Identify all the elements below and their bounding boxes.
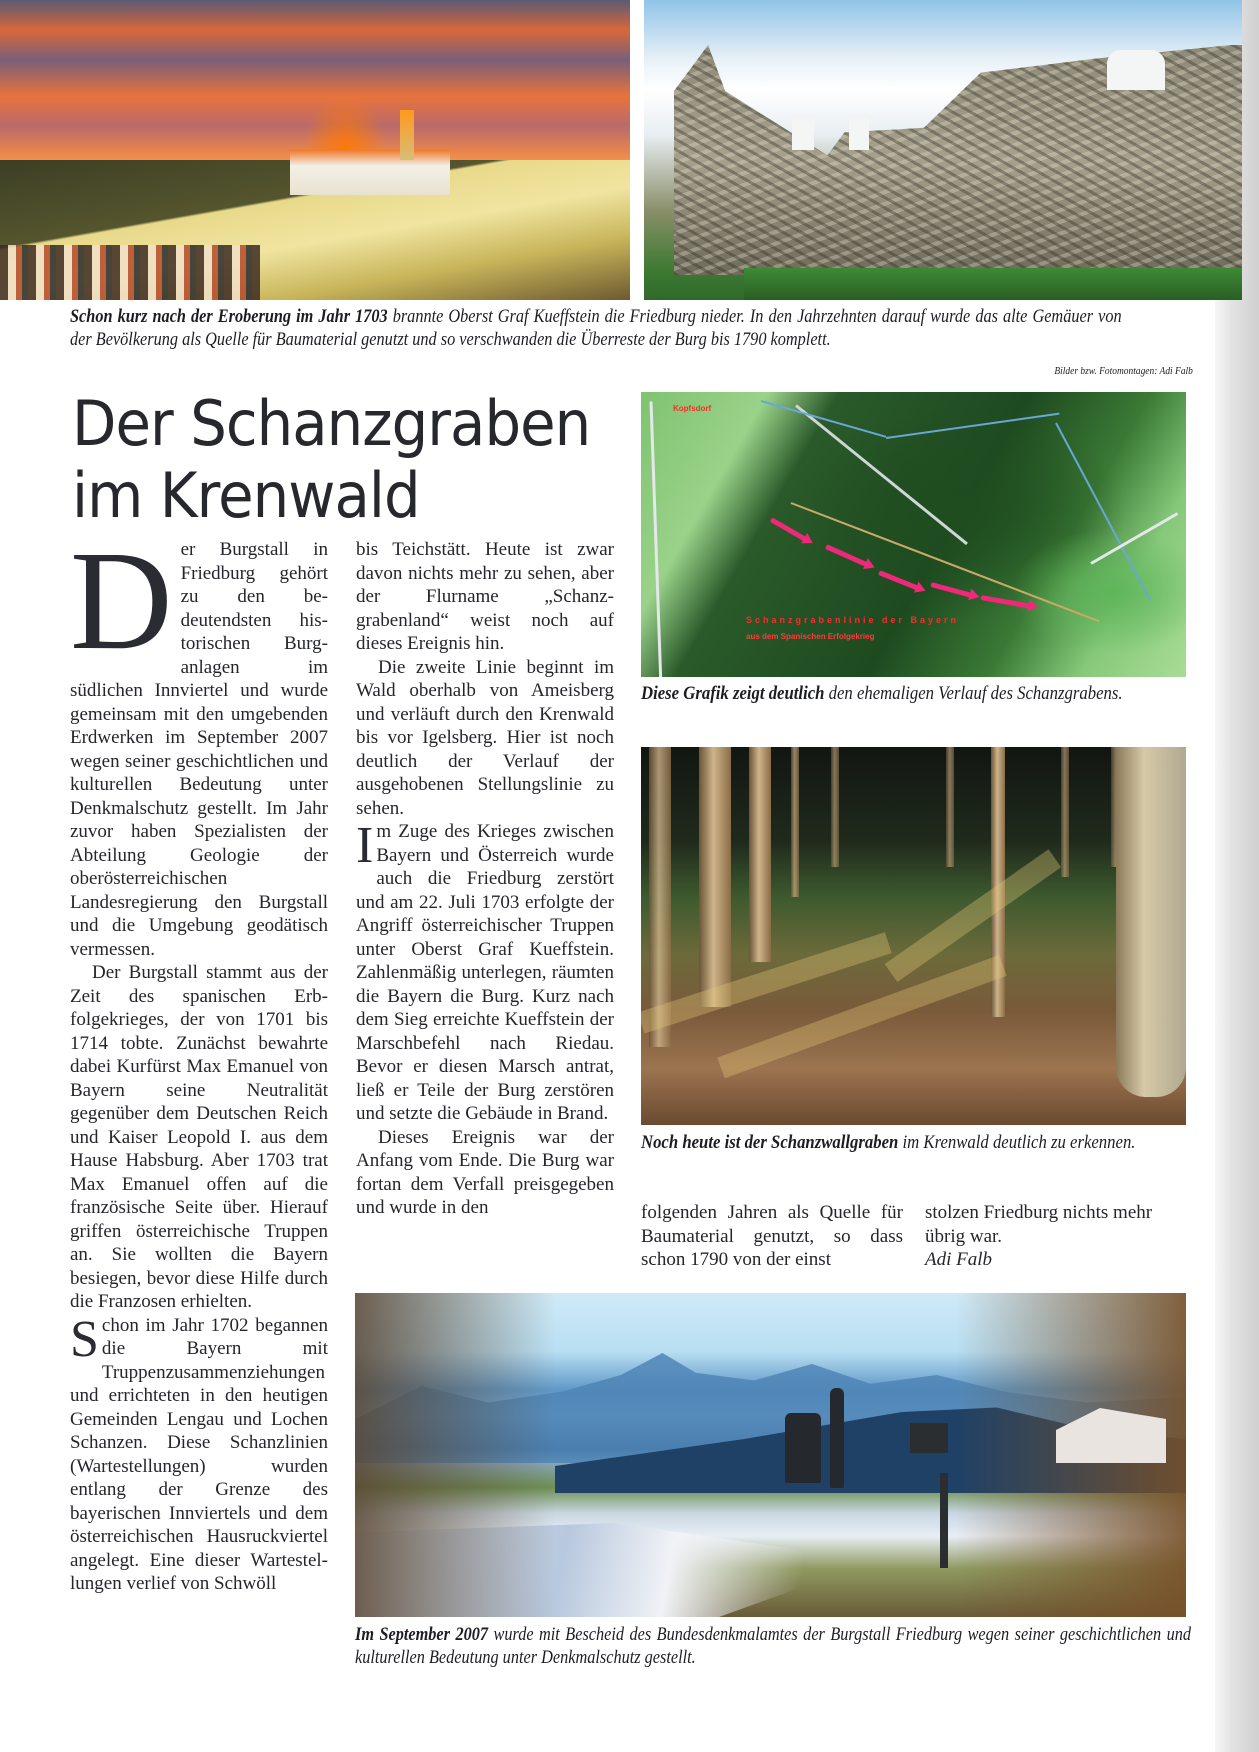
ruin-window [792,118,814,150]
sign-post [940,1473,948,1568]
map-line-label: Schanzgrabenlinie der Bayern [746,615,960,625]
burgstall-panorama-photo [355,1293,1186,1617]
schanzgraben-map [641,392,1186,677]
memorial-stone [785,1413,821,1483]
painting-castle-on-fire [290,150,450,195]
sunlight-streak [885,849,1061,982]
map-stream [791,502,1100,622]
headline-line-2: im Krenwald [72,459,420,532]
paragraph-text: m Zuge des Krieges zwischen Bayern und Österreich wurde auch die Friedburg zerstört und am 22. Juli 1703 erfolgte der Angriff österreichischer Truppen unter Oberst Graf Kueffstein. Zahlenmäßig unterlegen, räumten die Bayern die Burg. Kurz nach dem Sieg erreichte Kueffstein der Marschbefehl nach Riedau. Bevor er diesen Marsch antrat, ließ er Teile der Burg zerstören und setzte die Gebäude in Brand. [356,821,614,1124]
ruin-window [849,118,869,150]
paragraph: Dieses Ereignis war der Anfang vom Ende. Die Burg war fortan dem Verfall preisgegeben und wurde in den [356,1126,614,1218]
map-arrow-icon [825,544,868,567]
paragraph: Der Burgstall stammt aus der Zeit des spanischen Erbfolgekrieges, der von 1701 bis 1714 tobte. Zunächst bewahrte dabei Kurfürst Max Emanuel von Bayern seine Neutralität gegenüber dem Deutschen Reich und Kaiser Leopold I. aus dem Hause Habsburg. Aber 1703 trat Max Emanuel offen auf die französische Seite über. Hierauf griffen österreichische Truppen an. Sie wollten die Bayern besiegen, bevor diese Hilfe durch die Franzosen erhielten. [70,962,328,1312]
paragraph: stolzen Friedburg nichts mehr übrig war. [925,1202,1153,1247]
tree-trunk [749,747,771,962]
ruin-window [1107,50,1165,90]
paragraph [70,521,328,961]
photo-credit: Bilder bzw. Fotomontagen: Adi Falb [1054,366,1193,377]
headline-line-1: Der Schanzgraben [72,387,591,460]
map-stream [761,400,887,438]
map-place-label: Kopfsdorf [673,404,712,413]
paragraph [70,1310,328,1596]
paragraph-text: er Burgstall in Friedburg gehört zu den bedeutendsten historischen Burganlagen im südlichen Innviertel und wurde gemeinsam mit den umgebenden Erdwerken im September 2007 wegen seiner geschichtlichen und kulturellen Bedeutung unter Denkmalschutz gestellt. Im Jahr zuvor haben Spezialisten der Abteilung Geologie der oberösterreichischen Landesregierung den Burgstall und die Umgebung geodätisch vermessen. [70,539,328,960]
map-stream [1055,423,1151,601]
top-photo-caption [70,306,1122,352]
forest-caption-bold: Noch heute ist der Schanzwallgraben [641,1132,899,1153]
paragraph: Die zweite Linie beginnt im Wald oberhalb von Ameisberg und verläuft durch den Krenwald bis vor Igelsberg. Hier ist noch deutlich der Verlauf der ausgehobenen Stellungslinie zu sehen. [356,656,614,819]
map-caption-bold: Diese Grafik zeigt deutlich [641,683,825,704]
map-road [1090,512,1178,565]
paragraph: bis Teichstätt. Heute ist zwar davon nichts mehr zu sehen, aber der Flurname „Schanzgrabenland“ weist noch auf dieses Ereignis hin. [356,539,614,654]
tree-trunk [946,747,954,867]
burning-castle-painting [0,0,630,300]
article-column-3 [641,1201,903,1272]
forest-caption-text: im Krenwald deutlich zu erkennen. [898,1132,1136,1153]
tree-trunk [831,747,839,867]
ruin-grass [744,268,1242,300]
tree-trunk [699,747,731,1007]
map-road [795,404,968,545]
map-arrow-icon [878,570,919,590]
article-headline [72,388,593,532]
author-byline: Adi Falb [925,1249,993,1270]
forest-caption [641,1131,1185,1154]
paragraph [356,817,614,1126]
drop-cap: I [356,817,374,874]
info-board [910,1423,948,1453]
top-caption-text: brannte Oberst Graf Kueffstein die Friedburg nieder. In den Jahrzehnten darauf wurde das alte Gemäuer von der Bevölkerung als Quelle für Baumaterial genutzt und so verschwanden die Überreste der Burg bis 1790 komplett. [70,307,1122,350]
article-column-4 [925,1201,1187,1272]
map-stream [886,413,1060,439]
map-arrow-icon [981,595,1031,609]
map-caption [641,682,1185,705]
article-column-2 [356,538,614,1220]
tree-trunk [1061,747,1069,877]
map-arrow-icon [930,582,972,598]
top-caption-bold: Schon kurz nach der Eroberung im Jahr 1703 [70,307,388,327]
map-line-sublabel: aus dem Spanischen Erfolgekrieg [746,632,875,641]
castle-ruin-photo [644,0,1242,300]
article-column-1 [70,521,328,1596]
panorama-caption [355,1624,1191,1670]
panorama-caption-bold: Im September 2007 [355,1625,489,1645]
panorama-caption-text: wurde mit Bescheid des Bundesdenkmalamtes der Burgstall Friedburg wegen seiner geschichtlichen und kulturellen Bedeutung unter Denkmalschutz gestellt. [355,1625,1191,1668]
drop-cap: S [70,1310,99,1368]
krenwald-forest-photo [641,747,1186,1125]
tree-trunk [791,747,799,897]
painting-village [0,245,260,300]
tree-trunk-large [1116,747,1186,1097]
bare-trees-left [355,1293,555,1617]
memorial-stele [830,1388,844,1488]
map-caption-text: den ehemaligen Verlauf des Schanzgrabens. [824,683,1123,704]
drop-cap: D [70,521,173,679]
paragraph-text: chon im Jahr 1702 begannen die Bayern mit Truppenzusammenziehungen und errichteten in den heutigen Gemeinden Lengau und Lochen Schanzen. Diese Schanzlinien (Wartestellungen) wurden entlang der Grenze des bayerischen Innviertels und dem österreichischen Hausruckviertel angelegt. Eine dieser Wartestellungen verlief von Schwöll [70,1314,328,1594]
map-arrow-icon [770,517,807,541]
map-road [650,401,665,677]
paragraph: folgenden Jahren als Quelle für Baumaterial genutzt, so dass schon 1790 von der einst [641,1202,903,1270]
